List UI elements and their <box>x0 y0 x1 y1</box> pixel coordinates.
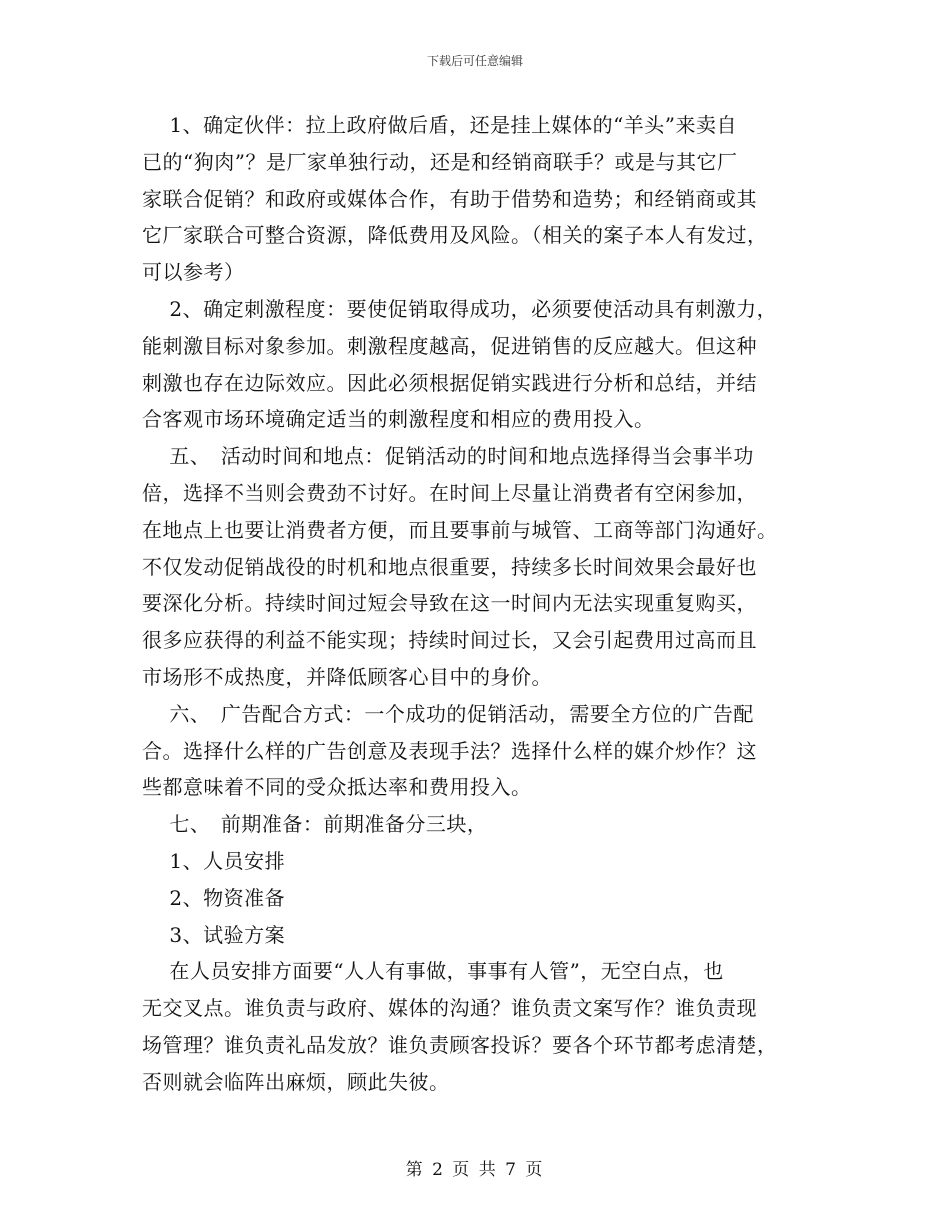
paragraph-preparation <box>142 806 822 843</box>
list-item-trial <box>142 917 822 954</box>
list-item-staffing <box>142 843 822 880</box>
text-line: 无交叉点。谁负责与政府、媒体的沟通？谁负责文案写作？谁负责现 <box>142 996 757 1021</box>
text-line: 2、物资准备 <box>142 885 286 910</box>
text-line: 能刺激目标对象参加。刺激程度越高，促进销售的反应越大。但这种 <box>142 333 757 358</box>
text-line: 3、试验方案 <box>142 922 286 947</box>
text-line: 否则就会临阵出麻烦，顾此失彼。 <box>142 1069 450 1094</box>
text-line: 很多应获得的利益不能实现；持续时间过长，又会引起费用过高而且 <box>142 628 757 653</box>
text-line: 合客观市场环境确定适当的刺激程度和相应的费用投入。 <box>142 407 655 432</box>
text-line: 七、 前期准备：前期准备分三块， <box>142 812 488 837</box>
text-line: 市场形不成热度，并降低顾客心目中的身价。 <box>142 664 552 689</box>
text-line: 些都意味着不同的受众抵达率和费用投入。 <box>142 775 532 800</box>
paragraph-partner <box>142 107 822 291</box>
page-header: 下载后可任意编辑 <box>426 54 523 68</box>
text-line: 合。选择什么样的广告创意及表现手法？选择什么样的媒介炒作？这 <box>142 738 757 763</box>
text-line: 2、确定刺激程度：要使促销取得成功，必须要使活动具有刺激力， <box>142 296 778 321</box>
paragraph-staffing-detail <box>142 953 822 1100</box>
text-line: 要深化分析。持续时间过短会导致在这一时间内无法实现重复购买， <box>142 591 757 616</box>
text-line: 在地点上也要让消费者方便，而且要事前与城管、工商等部门沟通好。 <box>142 517 778 542</box>
text-line: 它厂家联合可整合资源，降低费用及风险。（相关的案子本人有发过， <box>142 223 768 248</box>
text-line: 五、 活动时间和地点：促销活动的时间和地点选择得当会事半功 <box>142 444 754 469</box>
text-line: 已的“狗肉”？是厂家单独行动，还是和经销商联手？或是与其它厂 <box>142 149 738 174</box>
text-line: 在人员安排方面要“人人有事做，事事有人管”，无空白点，也 <box>142 959 724 984</box>
document-body <box>142 107 822 1101</box>
page-footer: 第 2 页 共 7 页 <box>405 1160 545 1180</box>
paragraph-stimulus <box>142 291 822 438</box>
text-line: 场管理？谁负责礼品发放？谁负责顾客投诉？要各个环节都考虑清楚， <box>142 1032 778 1057</box>
text-line: 不仅发动促销战役的时机和地点很重要，持续多长时间效果会最好也 <box>142 554 757 579</box>
text-line: 倍，选择不当则会费劲不讨好。在时间上尽量让消费者有空闲参加， <box>142 480 757 505</box>
list-item-materials <box>142 880 822 917</box>
paragraph-time-place <box>142 438 822 696</box>
paragraph-advertising <box>142 696 822 806</box>
text-line: 1、人员安排 <box>142 848 286 873</box>
text-line: 可以参考） <box>142 260 245 285</box>
text-line: 六、 广告配合方式：一个成功的促销活动，需要全方位的广告配 <box>142 701 754 726</box>
text-line: 1、确定伙伴：拉上政府做后盾，还是挂上媒体的“羊头”来卖自 <box>142 113 738 137</box>
text-line: 刺激也存在边际效应。因此必须根据促销实践进行分析和总结，并结 <box>142 370 757 395</box>
text-line: 家联合促销？和政府或媒体合作，有助于借势和造势；和经销商或其 <box>142 186 757 211</box>
